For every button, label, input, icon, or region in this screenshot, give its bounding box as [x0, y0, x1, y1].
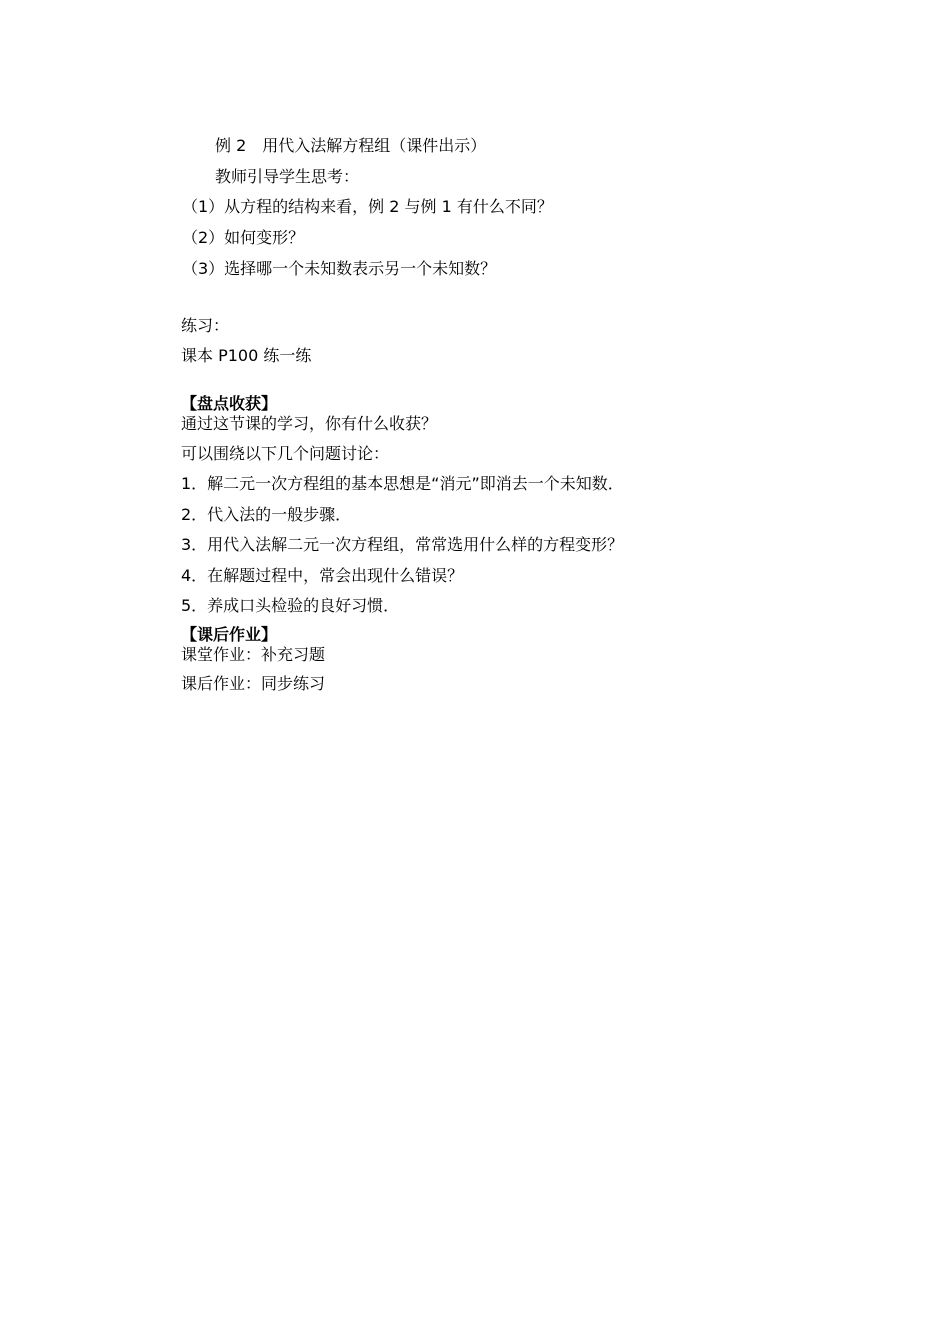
question-item: （3）选择哪一个未知数表示另一个未知数？ — [182, 259, 497, 278]
question-item: （2）如何变形？ — [182, 228, 305, 247]
summary-item: 2．代入法的一般步骤． — [181, 505, 352, 524]
practice-label: 练习： — [181, 316, 230, 335]
homework-item: 课堂作业：补充习题 — [181, 645, 326, 664]
example-title: 例 2 用代入法解方程组（课件出示） — [215, 136, 487, 155]
summary-item: 1．解二元一次方程组的基本思想是“消元”即消去一个未知数． — [181, 474, 624, 493]
summary-item: 5．养成口头检验的良好习惯． — [181, 596, 400, 615]
summary-item: 4．在解题过程中，常会出现什么错误？ — [181, 566, 464, 585]
summary-prompt: 可以围绕以下几个问题讨论： — [181, 444, 390, 463]
summary-intro: 通过这节课的学习，你有什么收获？ — [181, 414, 438, 433]
summary-item: 3．用代入法解二元一次方程组，常常选用什么样的方程变形？ — [181, 535, 624, 554]
summary-heading: 【盘点收获】 — [181, 394, 278, 413]
teacher-guide: 教师引导学生思考： — [215, 167, 360, 186]
homework-heading: 【课后作业】 — [181, 625, 278, 644]
practice-text: 课本 P100 练一练 — [181, 346, 312, 365]
homework-item: 课后作业：同步练习 — [181, 674, 326, 693]
question-item: （1）从方程的结构来看，例 2 与例 1 有什么不同？ — [182, 197, 553, 216]
